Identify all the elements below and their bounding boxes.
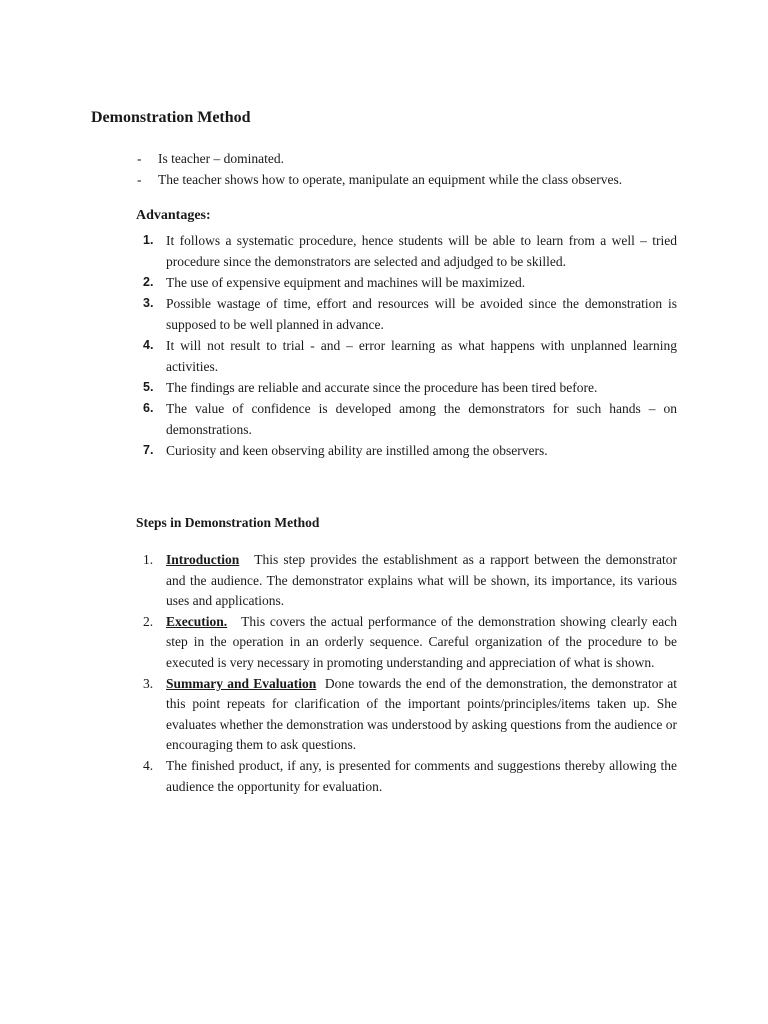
list-item-text: Is teacher – dominated. xyxy=(158,151,284,166)
list-item xyxy=(140,674,677,756)
step-body xyxy=(166,612,677,674)
list-item-text: The use of expensive equipment and machines will be maximized. xyxy=(166,275,526,290)
list-item xyxy=(140,272,677,293)
item-number: 5. xyxy=(143,380,154,394)
list-item xyxy=(137,148,697,169)
dash-marker: - xyxy=(137,172,142,187)
step-text: The finished product, if any, is presented for comments and suggestions thereby allowing the audience the opportunity for evaluation. xyxy=(166,757,677,794)
advantages-heading: Advantages: xyxy=(136,208,211,223)
step-term: Execution. xyxy=(166,613,228,629)
page-title: Demonstration Method xyxy=(91,109,251,126)
step-text: Done towards the end of the demonstration, the demonstrator at this point repeats for clarification of the important points/principles/items taken up. She evaluates whether the demonstration was understood by asking questions from the audience or encouraging them to ask questions. xyxy=(166,675,677,753)
list-item xyxy=(140,335,677,377)
intro-list xyxy=(137,148,697,190)
list-item-text: The findings are reliable and accurate since the procedure has been tired before. xyxy=(166,380,598,395)
list-item xyxy=(140,440,677,461)
list-item xyxy=(140,377,677,398)
item-number: 6. xyxy=(143,401,154,415)
list-item xyxy=(140,293,677,335)
step-body xyxy=(166,550,677,612)
list-item-text: It will not result to trial - and – error learning as what happens with unplanned learning activities. xyxy=(166,338,677,374)
item-number: 3. xyxy=(143,675,154,691)
item-number: 4. xyxy=(143,757,154,773)
list-item xyxy=(137,169,697,190)
step-text: This step provides the establishment as a rapport between the demonstrator and the audience. The demonstrator explains what will be shown, its importance, its various uses and applications. xyxy=(166,552,678,609)
item-number: 1. xyxy=(143,233,154,247)
item-number: 4. xyxy=(143,338,154,352)
item-number: 3. xyxy=(143,296,154,310)
list-item-text: The teacher shows how to operate, manipulate an equipment while the class observes. xyxy=(158,172,623,187)
list-item-text: It follows a systematic procedure, hence students will be able to learn from a well – tried procedure since the demonstrators are selected and adjudged to be skilled. xyxy=(166,233,677,269)
item-number: 7. xyxy=(143,443,154,457)
item-number: 2. xyxy=(143,275,154,289)
item-number: 2. xyxy=(143,613,154,629)
list-item xyxy=(140,550,677,612)
list-item-text: Possible wastage of time, effort and resources will be avoided since the demonstration is supposed to be well planned in advance. xyxy=(166,296,677,332)
list-item xyxy=(140,398,677,440)
steps-heading: Steps in Demonstration Method xyxy=(136,515,320,530)
steps-list xyxy=(140,550,677,797)
step-body xyxy=(166,674,677,756)
list-item xyxy=(140,756,677,797)
list-item-text: Curiosity and keen observing ability are instilled among the observers. xyxy=(166,443,548,458)
step-term: Introduction xyxy=(166,552,240,567)
step-term: Summary and Evaluation xyxy=(166,675,317,691)
item-number: 1. xyxy=(143,552,154,567)
dash-marker: - xyxy=(137,151,142,166)
step-text: This covers the actual performance of the demonstration showing clearly each step in the operation in an orderly sequence. Careful organization of the procedure to be executed is very necessary in promoting understanding and appreciation of what is shown. xyxy=(166,613,677,670)
list-item xyxy=(140,230,677,272)
advantages-list xyxy=(140,230,677,461)
list-item-text: The value of confidence is developed among the demonstrators for such hands – on demonstrations. xyxy=(166,401,677,437)
list-item xyxy=(140,612,677,674)
